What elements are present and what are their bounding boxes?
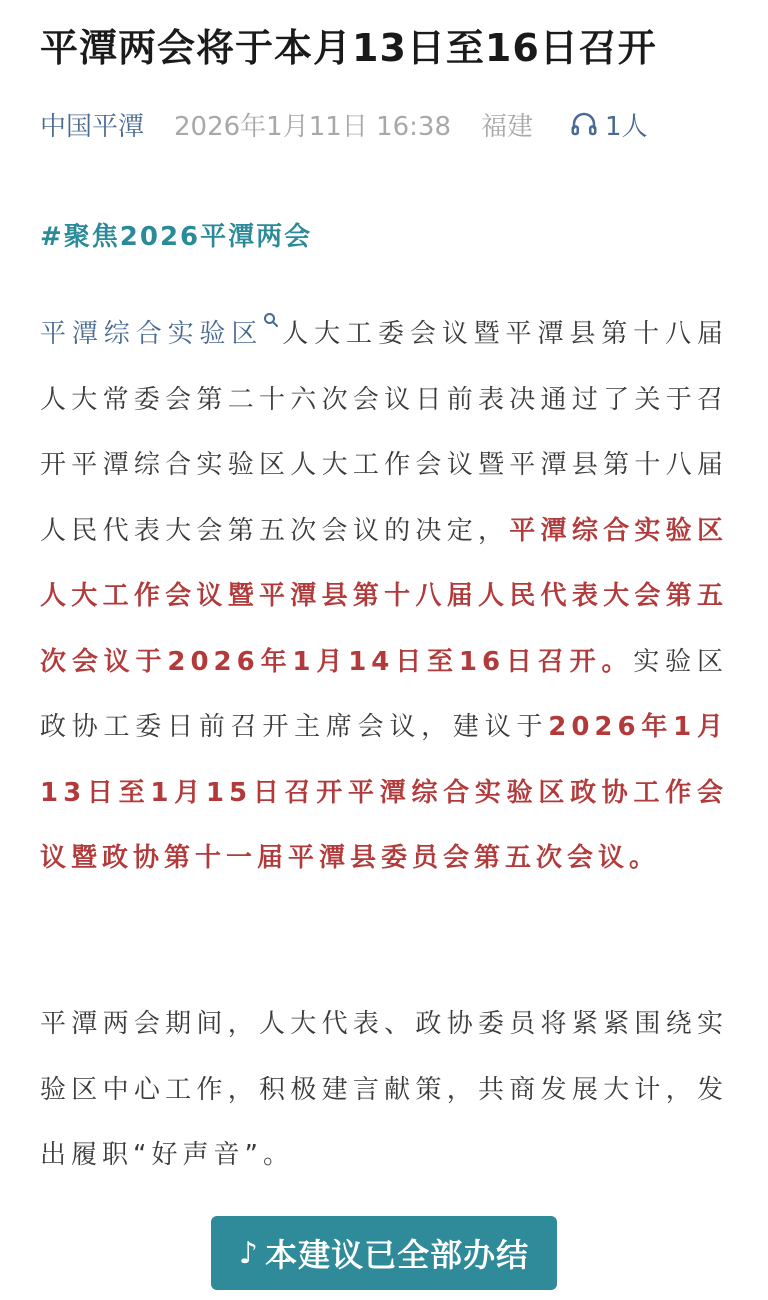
tiktok-icon: ♪ [238,1235,260,1271]
headphones-icon [569,109,599,139]
source-account-link[interactable]: 中国平潭 [40,111,145,142]
paragraph-1-text-a: 人大工委会议暨平潭县第十八届人大常委会第二十六次会议日前表决通过了关于召开平潭综合实验区人大工作会议暨平潭县第十八届人民代表大会第五次会议的决定， [40,319,728,546]
topic-hashtag-link[interactable]: #聚焦2026平潭两会 [40,222,313,252]
article-title: 平潭两会将于本月13日至16日召开 [40,26,657,70]
entity-search-link[interactable] [40,319,281,349]
publish-region: 福建 [481,111,534,142]
paragraph-1-text-b: 实验区政协工委日前召开主席会议，建议于 [40,646,728,742]
publish-date: 2026年1月11日 16:38 [174,111,452,142]
article-paragraph-2: 平潭两会期间，人大代表、政协委员将紧紧围绕实验区中心工作，积极建言献策，共商发展大计，发出履职“好声音”。 [40,1009,728,1170]
status-banner[interactable] [211,1216,557,1290]
search-icon [263,312,279,328]
listen-button[interactable] [569,106,648,143]
article-paragraph-1 [40,302,728,892]
paragraph-1-emphasis-b: 2026年1月13日至1月15日召开平潭综合实验区政协工作会议暨政协第十一届平潭县委员会第五次会议。 [40,712,728,873]
paragraph-1-emphasis-a: 平潭综合实验区人大工作会议暨平潭县第十八届人民代表大会第五次会议于2026年1月14日至16日召开。 [40,515,728,677]
entity-link-text: 平潭综合实验区 [40,319,264,349]
listener-count: 1人 [605,111,648,142]
article-meta [40,104,648,144]
status-banner-text: 本建议已全部办结 [265,1236,530,1274]
